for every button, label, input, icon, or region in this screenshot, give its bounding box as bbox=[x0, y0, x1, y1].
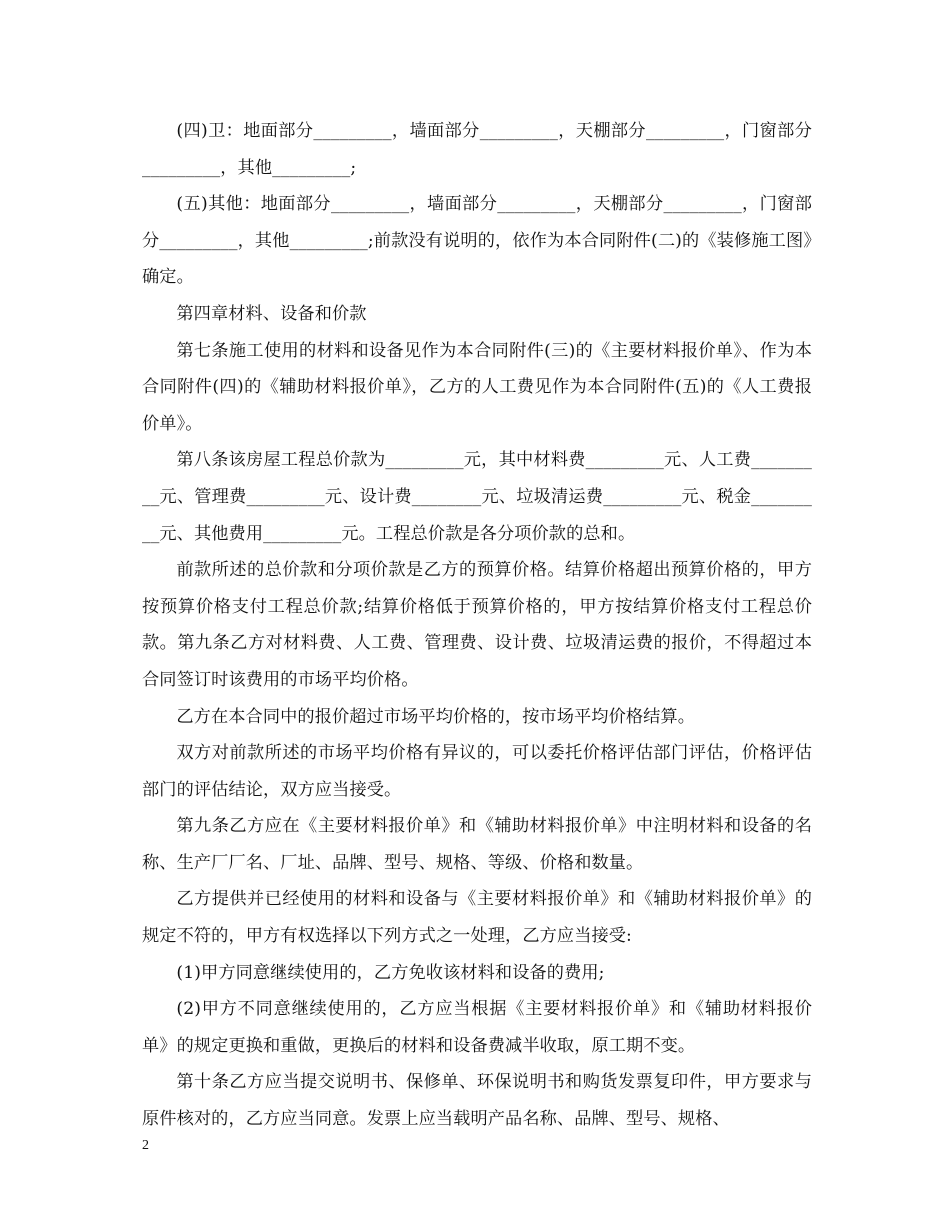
paragraph-nonconforming-materials: 乙方提供并已经使用的材料和设备与《主要材料报价单》和《辅助材料报价单》的规定不符的，甲方有权选择以下列方式之一处理，乙方应当接受: bbox=[142, 889, 812, 947]
list-item-option-1: (1)甲方同意继续使用的，乙方免收该材料和设备的费用; bbox=[176, 962, 605, 983]
paragraph-other-areas: (五)其他：地面部分_________，墙面部分_________，天棚部分_________，门窗部分_________，其他_________;前款没有说明的，依作为本合同附件(二)的《装修施工图》确定。 bbox=[142, 194, 812, 288]
page-number: 2 bbox=[142, 1138, 149, 1153]
document-body bbox=[142, 113, 812, 1138]
paragraph-article-10: 第十条乙方应当提交说明书、保修单、环保说明书和购货发票复印件，甲方要求与原件核对的，乙方应当同意。发票上应当载明产品名称、品牌、型号、规格、 bbox=[142, 1072, 812, 1130]
paragraph-price-dispute: 双方对前款所述的市场平均价格有异议的，可以委托价格评估部门评估，价格评估部门的评估结论，双方应当接受。 bbox=[142, 743, 812, 800]
list-item-option-2: (2)甲方不同意继续使用的，乙方应当根据《主要材料报价单》和《辅助材料报价单》的规定更换和重做，更换后的材料和设备费减半收取，原工期不变。 bbox=[142, 999, 812, 1056]
paragraph-market-price: 乙方在本合同中的报价超过市场平均价格的，按市场平均价格结算。 bbox=[176, 706, 696, 727]
paragraph-article-9: 第九条乙方应在《主要材料报价单》和《辅助材料报价单》中注明材料和设备的名称、生产厂厂名、厂址、品牌、型号、规格、等级、价格和数量。 bbox=[142, 816, 812, 873]
paragraph-article-7: 第七条施工使用的材料和设备见作为本合同附件(三)的《主要材料报价单》、作为本合同附件(四)的《辅助材料报价单》，乙方的人工费见作为本合同附件(五)的《人工费报价单》。 bbox=[142, 340, 812, 434]
chapter-heading: 第四章材料、设备和价款 bbox=[176, 303, 367, 324]
paragraph-bathroom: (四)卫：地面部分_________，墙面部分_________，天棚部分_________，门窗部分_________，其他_________; bbox=[142, 121, 812, 178]
paragraph-budget-price: 前款所述的总价款和分项价款是乙方的预算价格。结算价格超出预算价格的，甲方按预算价格支付工程总价款;结算价格低于预算价格的，甲方按结算价格支付工程总价款。第九条乙方对材料费、人工费、管理费、设计费、垃圾清运费的报价，不得超过本合同签订时该费用的市场平均价格。 bbox=[142, 560, 812, 690]
paragraph-article-8: 第八条该房屋工程总价款为_________元，其中材料费_________元、人工费_________元、管理费_________元、设计费________元、垃圾清运费_________元、税金_________元、其他费用_________元。工程总价款是各分项价款的总和。 bbox=[142, 450, 812, 544]
